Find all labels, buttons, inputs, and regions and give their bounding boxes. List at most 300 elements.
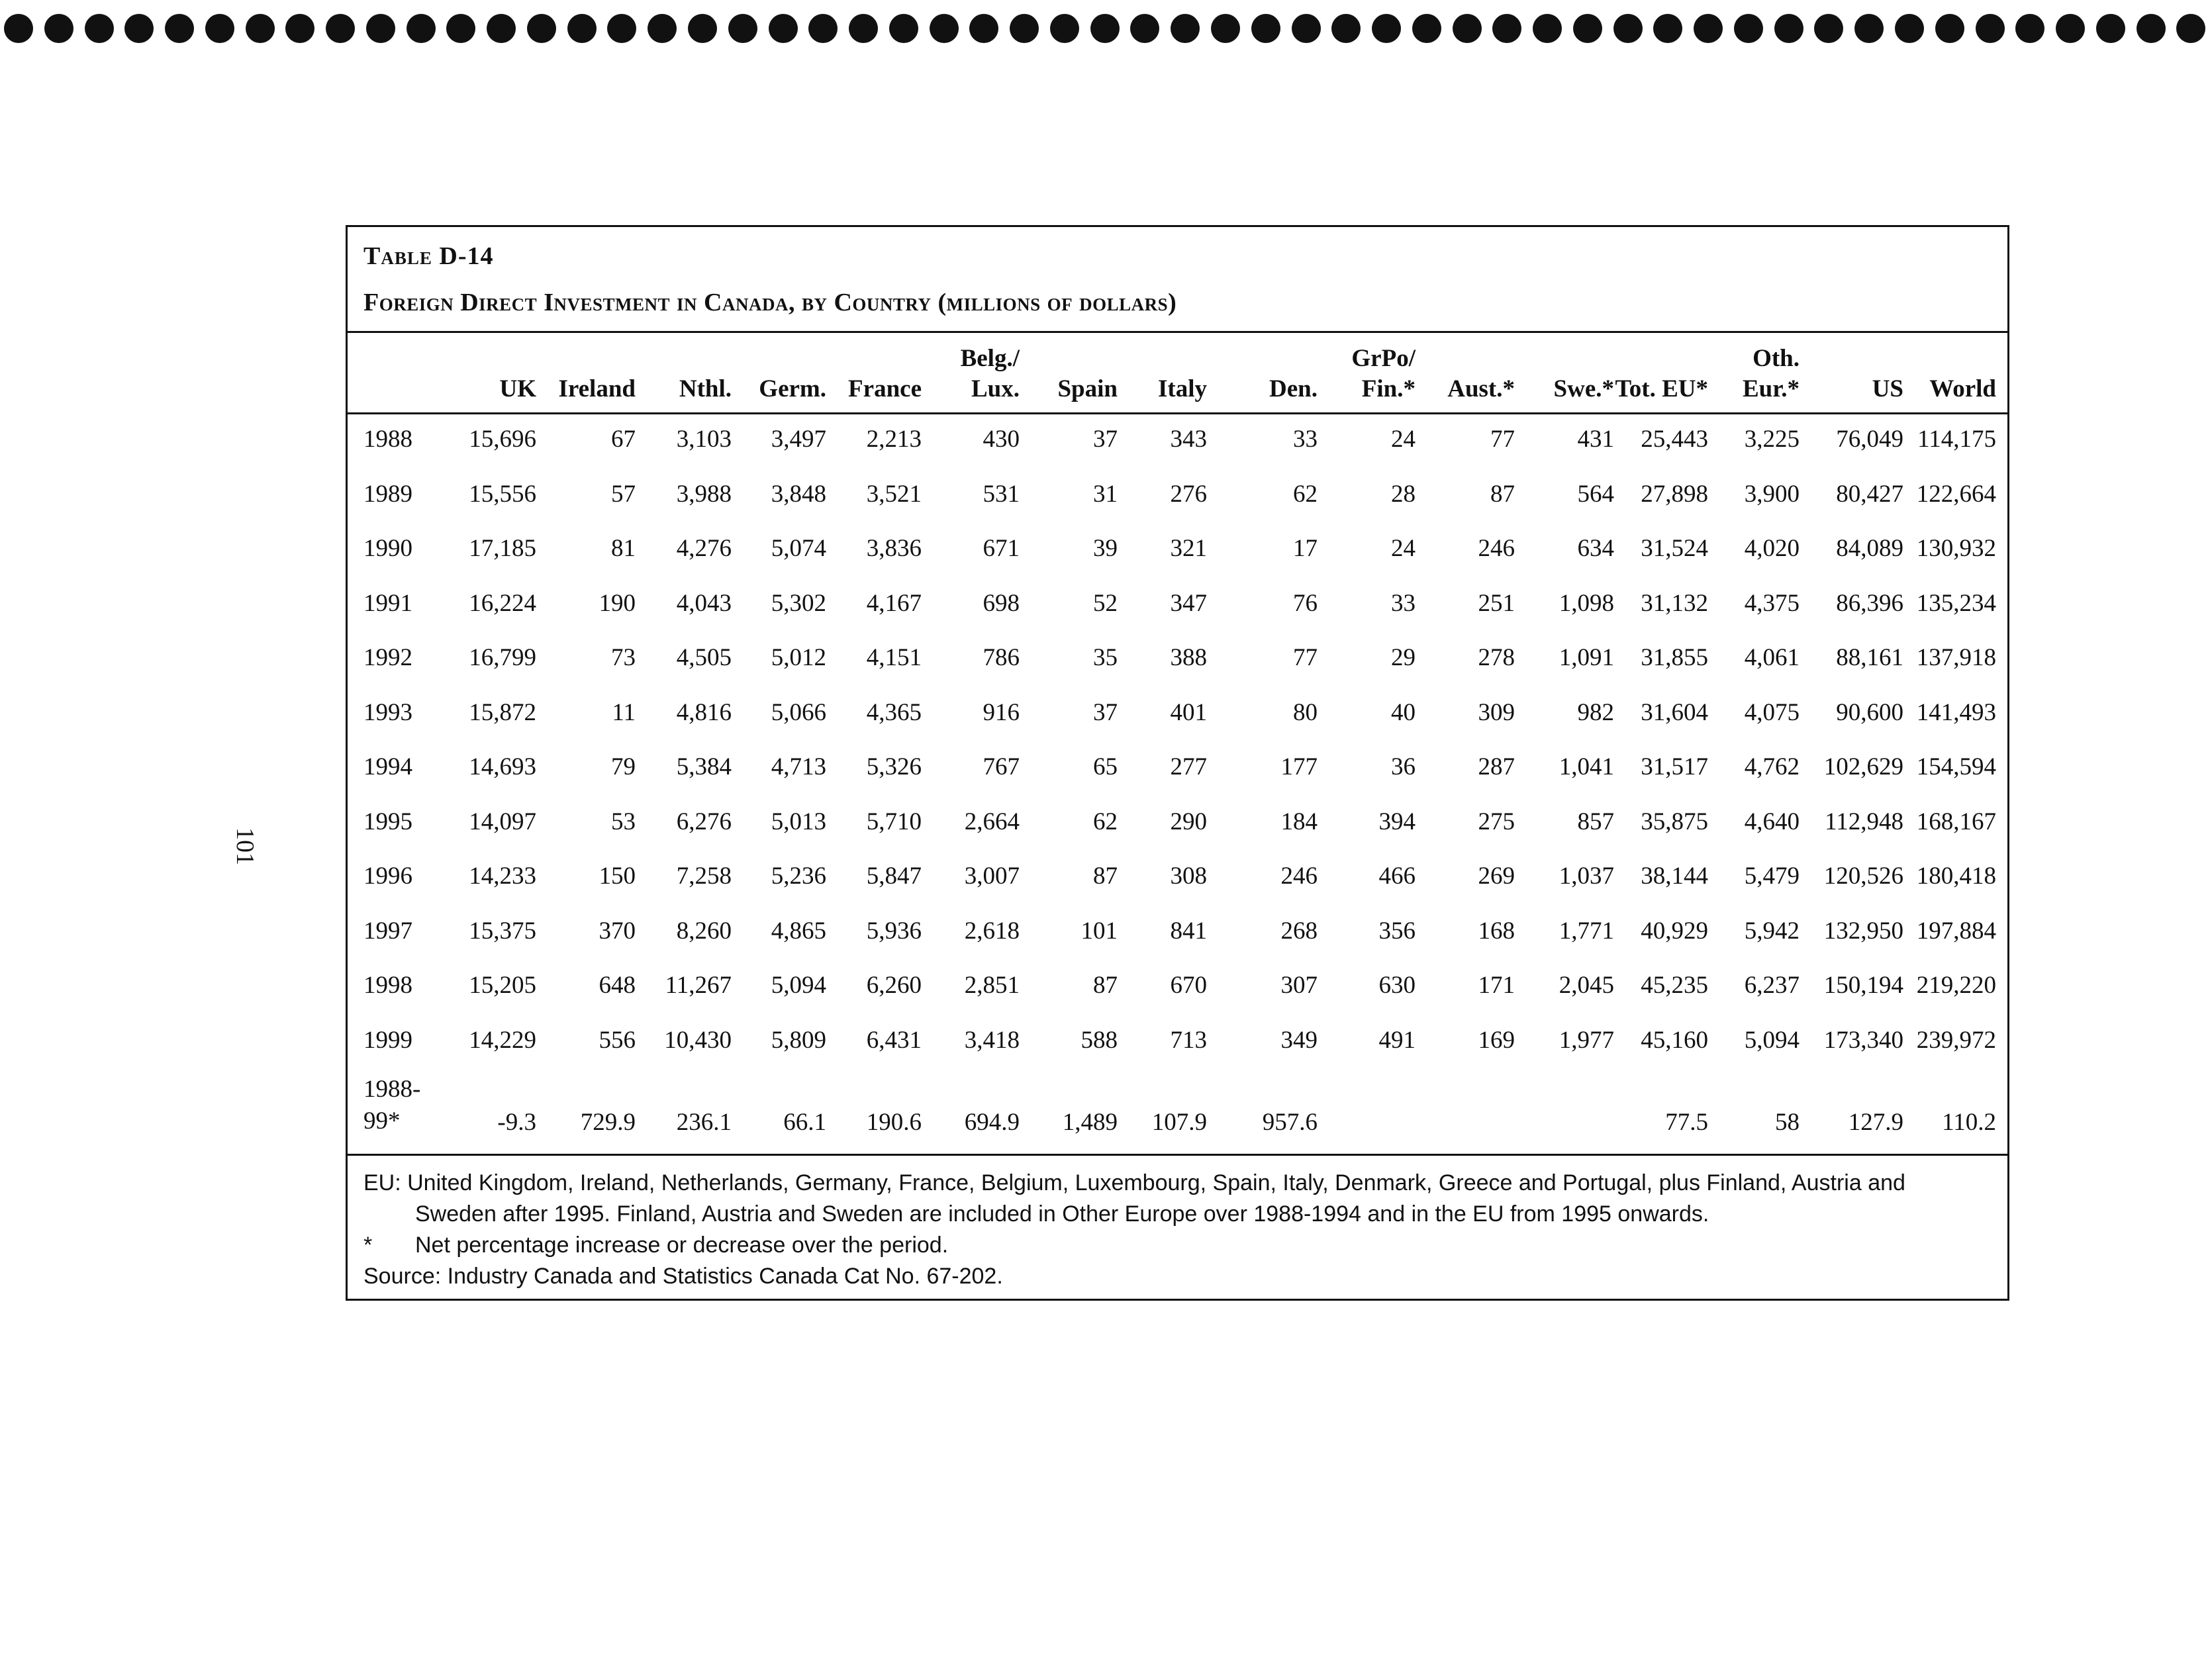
table-cell: 177 bbox=[1280, 753, 1318, 780]
column-header bbox=[500, 374, 537, 404]
table-cell: 5,094 bbox=[1744, 1026, 1800, 1054]
table-cell: 168,167 bbox=[1916, 808, 1996, 835]
table-cell: 1,041 bbox=[1559, 753, 1614, 780]
table-cell: 1,098 bbox=[1559, 589, 1614, 617]
table-cell: 431 bbox=[1577, 426, 1614, 453]
table-cell: 80 bbox=[1293, 698, 1318, 726]
perforation-dot bbox=[1854, 14, 1884, 43]
perforation-dot bbox=[1814, 14, 1843, 43]
table-cell: 15,556 bbox=[469, 480, 536, 508]
perforation-dot bbox=[688, 14, 717, 43]
table-cell: 15,205 bbox=[469, 972, 536, 999]
column-header bbox=[1269, 374, 1318, 404]
perforation-dot bbox=[44, 14, 73, 43]
table-row bbox=[348, 851, 2007, 906]
table-cell: 251 bbox=[1478, 589, 1515, 617]
table-cell: 31,604 bbox=[1641, 698, 1708, 726]
table-cell: 37 bbox=[1093, 426, 1118, 453]
table-cell: 86,396 bbox=[1836, 589, 1903, 617]
table-row bbox=[348, 579, 2007, 633]
perforation-dot bbox=[1171, 14, 1200, 43]
table-cell: 52 bbox=[1093, 589, 1118, 617]
column-header-line2: Fin.* bbox=[1361, 375, 1416, 402]
change-row-label-line1: 1988- bbox=[363, 1076, 421, 1103]
row-year: 1988 bbox=[363, 426, 412, 453]
change-cell: 127.9 bbox=[1848, 1109, 1903, 1136]
column-header-line2: Spain bbox=[1057, 375, 1118, 402]
perforation-dot bbox=[1976, 14, 2005, 43]
table-cell: 349 bbox=[1280, 1026, 1318, 1054]
perforation-dot bbox=[1774, 14, 1803, 43]
table-cell: 3,103 bbox=[676, 426, 732, 453]
table-cell: 120,526 bbox=[1823, 863, 1903, 890]
table-cell: 356 bbox=[1378, 917, 1416, 945]
row-year: 1994 bbox=[363, 753, 412, 780]
table-cell: 45,160 bbox=[1641, 1026, 1708, 1054]
table-cell: 556 bbox=[599, 1026, 636, 1054]
column-header-line2: US bbox=[1872, 375, 1903, 402]
perforation-strip bbox=[0, 5, 2210, 52]
table-cell: 246 bbox=[1280, 863, 1318, 890]
perforation-dot bbox=[769, 14, 798, 43]
table-cell: 268 bbox=[1280, 917, 1318, 945]
perforation-dot bbox=[1613, 14, 1643, 43]
table-cell: 5,809 bbox=[771, 1026, 826, 1054]
perforation-dot bbox=[930, 14, 959, 43]
table-cell: 169 bbox=[1478, 1026, 1515, 1054]
table-cell: 150 bbox=[599, 863, 636, 890]
table-cell: 14,233 bbox=[469, 863, 536, 890]
column-header bbox=[1743, 344, 1800, 404]
note-asterisk bbox=[363, 1230, 1992, 1261]
table-cell: 114,175 bbox=[1917, 426, 1996, 453]
table-cell: 308 bbox=[1170, 863, 1207, 890]
perforation-dot bbox=[1412, 14, 1441, 43]
table-cell: 394 bbox=[1378, 808, 1416, 835]
table-cell: 5,094 bbox=[771, 972, 826, 999]
perforation-dot bbox=[969, 14, 998, 43]
table-cell: 648 bbox=[599, 972, 636, 999]
perforation-dot bbox=[1211, 14, 1240, 43]
table-cell: 112,948 bbox=[1825, 808, 1903, 835]
table-cell: 40,929 bbox=[1641, 917, 1708, 945]
table-row bbox=[348, 906, 2007, 961]
perforation-dot bbox=[889, 14, 918, 43]
column-header-line2: Italy bbox=[1158, 375, 1207, 402]
table-cell: 219,220 bbox=[1916, 972, 1996, 999]
perforation-dot bbox=[1653, 14, 1682, 43]
note-eu: EU: United Kingdom, Ireland, Netherlands, Germany, France, Belgium, Luxembourg, Spain, Italy, Denmark, Greece and Portugal, plus Finland, Austria and Sweden after 1995. Finland, Austria and Sweden are included in Other Europe over 1988-1994 and in the EU from 1995 onwards. bbox=[363, 1170, 1905, 1227]
change-cell: 58 bbox=[1775, 1109, 1800, 1136]
table-cell: 130,932 bbox=[1916, 535, 1996, 562]
table-cell: 77 bbox=[1490, 426, 1515, 453]
table-cell: 15,872 bbox=[469, 698, 536, 726]
perforation-dot bbox=[124, 14, 154, 43]
perforation-dot bbox=[2096, 14, 2125, 43]
perforation-dot bbox=[326, 14, 355, 43]
table-cell: 4,365 bbox=[866, 698, 922, 726]
table-cell: 11 bbox=[612, 698, 636, 726]
table-cell: 80,427 bbox=[1836, 480, 1903, 508]
table-body bbox=[348, 414, 2007, 1144]
table-cell: 3,836 bbox=[866, 535, 922, 562]
table-cell: 2,618 bbox=[964, 917, 1020, 945]
column-header bbox=[1351, 344, 1416, 404]
column-header bbox=[1554, 374, 1614, 404]
table-cell: 6,431 bbox=[866, 1026, 922, 1054]
change-cell: 236.1 bbox=[676, 1109, 732, 1136]
asterisk-mark: * bbox=[363, 1233, 373, 1258]
table-cell: 290 bbox=[1170, 808, 1207, 835]
perforation-dot bbox=[487, 14, 516, 43]
table-row bbox=[348, 633, 2007, 688]
column-header-line2: Germ. bbox=[759, 375, 826, 402]
table-cell: 1,091 bbox=[1559, 644, 1614, 671]
column-header bbox=[961, 344, 1020, 404]
column-header-line2: Ireland bbox=[558, 375, 636, 402]
table-cell: 269 bbox=[1478, 863, 1515, 890]
perforation-dot bbox=[1331, 14, 1361, 43]
perforation-dot bbox=[1130, 14, 1159, 43]
column-header-line2: Swe.* bbox=[1553, 375, 1614, 402]
perforation-dot bbox=[1533, 14, 1562, 43]
table-cell: 24 bbox=[1391, 535, 1416, 562]
table-cell: 3,418 bbox=[964, 1026, 1020, 1054]
table-cell: 168 bbox=[1478, 917, 1515, 945]
table-cell: 857 bbox=[1577, 808, 1614, 835]
table-cell: 630 bbox=[1378, 972, 1416, 999]
column-header-line2: World bbox=[1929, 375, 1996, 402]
table-cell: 5,066 bbox=[771, 698, 826, 726]
column-header-line2: Lux. bbox=[971, 375, 1020, 402]
table-cell: 321 bbox=[1170, 535, 1207, 562]
asterisk-text: Net percentage increase or decrease over the period. bbox=[415, 1233, 949, 1258]
table-cell: 276 bbox=[1170, 480, 1207, 508]
table-cell: 634 bbox=[1577, 535, 1614, 562]
table-cell: 4,865 bbox=[771, 917, 826, 945]
table-cell: 79 bbox=[611, 753, 636, 780]
table-cell: 197,884 bbox=[1916, 917, 1996, 945]
table-cell: 1,977 bbox=[1559, 1026, 1614, 1054]
perforation-dot bbox=[808, 14, 838, 43]
perforation-dot bbox=[648, 14, 677, 43]
column-header bbox=[558, 374, 636, 404]
table-row bbox=[348, 688, 2007, 743]
table-cell: 77 bbox=[1293, 644, 1318, 671]
table-cell: 239,972 bbox=[1916, 1026, 1996, 1054]
table-cell: 76,049 bbox=[1836, 426, 1903, 453]
table-cell: 90,600 bbox=[1836, 698, 1903, 726]
table-cell: 6,276 bbox=[676, 808, 732, 835]
table-cell: 4,020 bbox=[1744, 535, 1800, 562]
row-year: 1993 bbox=[363, 698, 412, 726]
table-cell: 278 bbox=[1478, 644, 1515, 671]
column-header-line2: France bbox=[848, 375, 922, 402]
column-header bbox=[848, 374, 922, 404]
table-cell: 3,988 bbox=[676, 480, 732, 508]
table-title: Foreign Direct Investment in Canada, by Country (millions of dollars) bbox=[363, 289, 1177, 316]
table-cell: 184 bbox=[1280, 808, 1318, 835]
table-cell: 2,664 bbox=[964, 808, 1020, 835]
perforation-dot bbox=[285, 14, 314, 43]
table-cell: 35,875 bbox=[1641, 808, 1708, 835]
table-cell: 916 bbox=[983, 698, 1020, 726]
table-cell: 101 bbox=[1081, 917, 1118, 945]
change-cell: 694.9 bbox=[964, 1109, 1020, 1136]
table-cell: 25,443 bbox=[1641, 426, 1708, 453]
table-cell: 401 bbox=[1170, 698, 1207, 726]
table-cell: 5,710 bbox=[866, 808, 922, 835]
perforation-dot bbox=[85, 14, 114, 43]
perforation-dot bbox=[4, 14, 33, 43]
table-cell: 37 bbox=[1093, 698, 1118, 726]
table-cell: 670 bbox=[1170, 972, 1207, 999]
change-cell: 107.9 bbox=[1151, 1109, 1207, 1136]
table-cell: 87 bbox=[1093, 972, 1118, 999]
perforation-dot bbox=[1010, 14, 1039, 43]
table-notes bbox=[348, 1154, 2007, 1292]
perforation-dot bbox=[2176, 14, 2205, 43]
table-row bbox=[348, 742, 2007, 797]
table-cell: 33 bbox=[1293, 426, 1318, 453]
perforation-dot bbox=[1573, 14, 1602, 43]
perforation-dot bbox=[1251, 14, 1280, 43]
column-header bbox=[679, 374, 732, 404]
table-cell: 5,074 bbox=[771, 535, 826, 562]
data-table bbox=[346, 225, 2009, 1301]
change-row bbox=[348, 1070, 2007, 1144]
table-cell: 491 bbox=[1378, 1026, 1416, 1054]
table-cell: 4,151 bbox=[866, 644, 922, 671]
table-cell: 88,161 bbox=[1836, 644, 1903, 671]
row-year: 1992 bbox=[363, 644, 412, 671]
table-cell: 5,936 bbox=[866, 917, 922, 945]
column-header-line1: GrPo/ bbox=[1351, 345, 1416, 372]
change-cell: 190.6 bbox=[866, 1109, 922, 1136]
table-cell: 3,497 bbox=[771, 426, 826, 453]
table-cell: 4,375 bbox=[1744, 589, 1800, 617]
perforation-dot bbox=[1372, 14, 1401, 43]
table-cell: 45,235 bbox=[1641, 972, 1708, 999]
table-cell: 531 bbox=[983, 480, 1020, 508]
table-row bbox=[348, 469, 2007, 524]
table-cell: 786 bbox=[983, 644, 1020, 671]
perforation-dot bbox=[1492, 14, 1521, 43]
perforation-dot bbox=[446, 14, 475, 43]
change-cell: 957.6 bbox=[1262, 1109, 1318, 1136]
table-cell: 3,900 bbox=[1744, 480, 1800, 508]
table-cell: 347 bbox=[1170, 589, 1207, 617]
table-cell: 17,185 bbox=[469, 535, 536, 562]
table-cell: 2,213 bbox=[866, 426, 922, 453]
perforation-dot bbox=[1935, 14, 1964, 43]
table-cell: 466 bbox=[1378, 863, 1416, 890]
table-cell: 76 bbox=[1293, 589, 1318, 617]
table-cell: 5,847 bbox=[866, 863, 922, 890]
perforation-dot bbox=[607, 14, 636, 43]
table-cell: 15,375 bbox=[469, 917, 536, 945]
row-year: 1999 bbox=[363, 1026, 412, 1054]
table-cell: 31,524 bbox=[1641, 535, 1708, 562]
perforation-dot bbox=[246, 14, 275, 43]
change-cell: 729.9 bbox=[580, 1109, 636, 1136]
note-source: Source: Industry Canada and Statistics Canada Cat No. 67-202. bbox=[363, 1264, 1003, 1289]
row-year: 1997 bbox=[363, 917, 412, 945]
column-header bbox=[1872, 374, 1903, 404]
table-cell: 122,664 bbox=[1916, 480, 1996, 508]
table-cell: 1,771 bbox=[1559, 917, 1614, 945]
row-year: 1996 bbox=[363, 863, 412, 890]
row-year: 1990 bbox=[363, 535, 412, 562]
table-cell: 841 bbox=[1170, 917, 1207, 945]
table-cell: 3,848 bbox=[771, 480, 826, 508]
table-cell: 3,521 bbox=[866, 480, 922, 508]
table-cell: 277 bbox=[1170, 753, 1207, 780]
table-cell: 132,950 bbox=[1823, 917, 1903, 945]
table-cell: 141,493 bbox=[1916, 698, 1996, 726]
table-cell: 307 bbox=[1280, 972, 1318, 999]
change-cell: 66.1 bbox=[783, 1109, 826, 1136]
table-cell: 588 bbox=[1081, 1026, 1118, 1054]
table-cell: 3,007 bbox=[964, 863, 1020, 890]
column-header bbox=[759, 374, 826, 404]
table-row bbox=[348, 414, 2007, 469]
change-cell: 1,489 bbox=[1062, 1109, 1118, 1136]
table-row bbox=[348, 1015, 2007, 1070]
table-cell: 31,517 bbox=[1641, 753, 1708, 780]
row-year: 1989 bbox=[363, 480, 412, 508]
table-cell: 671 bbox=[983, 535, 1020, 562]
column-header-line2: Tot. EU* bbox=[1615, 375, 1708, 402]
table-cell: 4,505 bbox=[676, 644, 732, 671]
perforation-dot bbox=[205, 14, 234, 43]
perforation-dot bbox=[1050, 14, 1079, 43]
table-cell: 73 bbox=[611, 644, 636, 671]
table-cell: 4,640 bbox=[1744, 808, 1800, 835]
table-cell: 5,302 bbox=[771, 589, 826, 617]
table-cell: 5,236 bbox=[771, 863, 826, 890]
table-cell: 14,693 bbox=[469, 753, 536, 780]
table-cell: 982 bbox=[1577, 698, 1614, 726]
table-cell: 29 bbox=[1391, 644, 1416, 671]
table-cell: 2,045 bbox=[1559, 972, 1614, 999]
table-row bbox=[348, 797, 2007, 852]
table-cell: 67 bbox=[611, 426, 636, 453]
table-cell: 6,260 bbox=[866, 972, 922, 999]
table-cell: 87 bbox=[1093, 863, 1118, 890]
table-cell: 6,237 bbox=[1744, 972, 1800, 999]
table-cell: 33 bbox=[1391, 589, 1416, 617]
perforation-dot bbox=[728, 14, 757, 43]
table-cell: 5,384 bbox=[676, 753, 732, 780]
perforation-dot bbox=[165, 14, 194, 43]
table-cell: 309 bbox=[1478, 698, 1515, 726]
table-cell: 10,430 bbox=[664, 1026, 732, 1054]
table-cell: 5,942 bbox=[1744, 917, 1800, 945]
table-cell: 135,234 bbox=[1916, 589, 1996, 617]
table-cell: 24 bbox=[1391, 426, 1416, 453]
table-cell: 4,276 bbox=[676, 535, 732, 562]
column-header bbox=[1158, 374, 1207, 404]
table-cell: 4,762 bbox=[1744, 753, 1800, 780]
column-header bbox=[1929, 374, 1996, 404]
table-cell: 430 bbox=[983, 426, 1020, 453]
change-cell: 77.5 bbox=[1665, 1109, 1708, 1136]
table-cell: 62 bbox=[1093, 808, 1118, 835]
table-cell: 767 bbox=[983, 753, 1020, 780]
change-cell: -9.3 bbox=[497, 1109, 536, 1136]
table-cell: 4,167 bbox=[866, 589, 922, 617]
perforation-dot bbox=[2015, 14, 2044, 43]
table-cell: 81 bbox=[611, 535, 636, 562]
perforation-dot bbox=[1895, 14, 1924, 43]
perforation-dot bbox=[567, 14, 597, 43]
table-cell: 2,851 bbox=[964, 972, 1020, 999]
column-header bbox=[1615, 374, 1708, 404]
table-cell: 27,898 bbox=[1641, 480, 1708, 508]
column-header bbox=[1057, 374, 1118, 404]
table-cell: 62 bbox=[1293, 480, 1318, 508]
table-cell: 36 bbox=[1391, 753, 1416, 780]
table-cell: 38,144 bbox=[1641, 863, 1708, 890]
perforation-dot bbox=[2137, 14, 2166, 43]
table-cell: 15,696 bbox=[469, 426, 536, 453]
perforation-dot bbox=[1090, 14, 1120, 43]
column-header-line2: Nthl. bbox=[679, 375, 732, 402]
change-row-label bbox=[363, 1074, 420, 1137]
table-cell: 713 bbox=[1170, 1026, 1207, 1054]
table-cell: 1,037 bbox=[1559, 863, 1614, 890]
table-cell: 16,224 bbox=[469, 589, 536, 617]
header-row bbox=[348, 333, 2007, 414]
perforation-dot bbox=[1453, 14, 1482, 43]
table-cell: 31,855 bbox=[1641, 644, 1708, 671]
table-cell: 171 bbox=[1478, 972, 1515, 999]
perforation-dot bbox=[849, 14, 878, 43]
table-cell: 154,594 bbox=[1916, 753, 1996, 780]
column-header bbox=[1447, 374, 1515, 404]
table-cell: 40 bbox=[1391, 698, 1416, 726]
table-cell: 370 bbox=[599, 917, 636, 945]
table-cell: 564 bbox=[1577, 480, 1614, 508]
table-cell: 11,267 bbox=[665, 972, 732, 999]
table-title-block bbox=[348, 227, 2007, 333]
row-year: 1991 bbox=[363, 589, 412, 617]
page-number: 101 bbox=[231, 827, 259, 865]
table-cell: 39 bbox=[1093, 535, 1118, 562]
table-cell: 28 bbox=[1391, 480, 1416, 508]
column-header-line1: Belg./ bbox=[960, 345, 1020, 372]
table-cell: 35 bbox=[1093, 644, 1118, 671]
table-cell: 16,799 bbox=[469, 644, 536, 671]
table-cell: 5,326 bbox=[866, 753, 922, 780]
table-cell: 14,229 bbox=[469, 1026, 536, 1054]
perforation-dot bbox=[407, 14, 436, 43]
table-cell: 31 bbox=[1093, 480, 1118, 508]
column-header-line2: UK bbox=[499, 375, 536, 402]
table-number: Table D-14 bbox=[363, 242, 494, 270]
perforation-dot bbox=[1292, 14, 1321, 43]
table-cell: 190 bbox=[599, 589, 636, 617]
table-cell: 87 bbox=[1490, 480, 1515, 508]
table-cell: 5,479 bbox=[1744, 863, 1800, 890]
table-cell: 102,629 bbox=[1823, 753, 1903, 780]
table-cell: 53 bbox=[611, 808, 636, 835]
row-year: 1998 bbox=[363, 972, 412, 999]
table-cell: 31,132 bbox=[1641, 589, 1708, 617]
table-cell: 3,225 bbox=[1744, 426, 1800, 453]
table-cell: 343 bbox=[1170, 426, 1207, 453]
